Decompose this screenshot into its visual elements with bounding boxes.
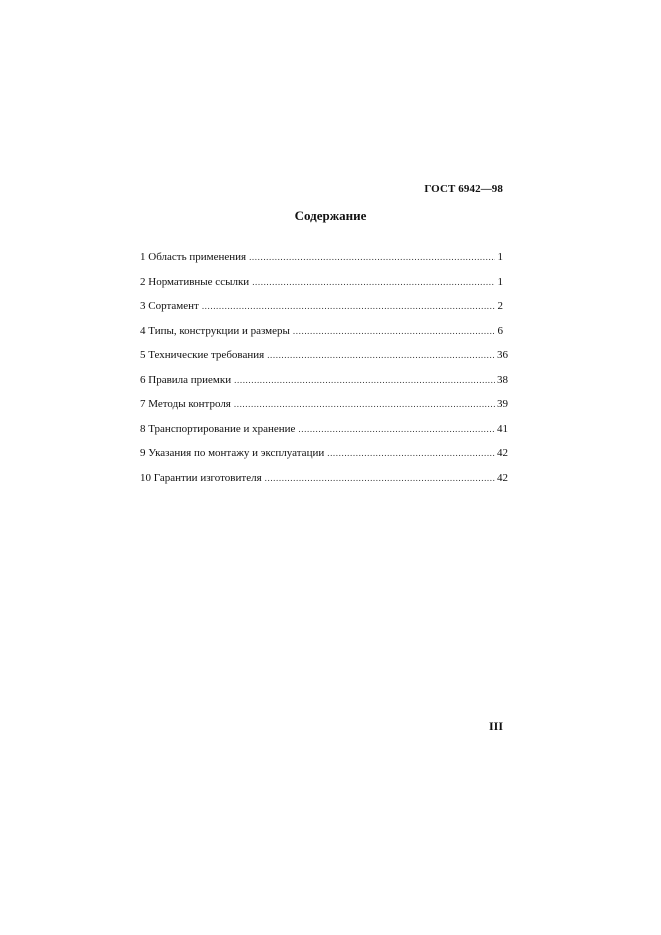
toc-entry-label: 4 Типы, конструкции и размеры [140, 324, 290, 337]
toc-entry-types-designs-dimensions[interactable] [140, 324, 503, 349]
page-number: III [488, 719, 503, 733]
toc-entry-test-methods[interactable] [140, 397, 508, 422]
dot-leader [293, 324, 495, 338]
toc-entry-page: 36 [497, 349, 508, 361]
toc-entry-acceptance-rules[interactable] [140, 373, 508, 398]
dot-leader [202, 299, 495, 313]
toc-entry-page: 1 [497, 275, 503, 288]
toc-entry-label: 2 Нормативные ссылки [140, 275, 250, 288]
toc-title: Содержание [294, 208, 367, 223]
toc-entry-transport-storage[interactable] [140, 422, 508, 447]
toc-entry-normative-references[interactable] [140, 275, 503, 300]
toc-entry-page: 42 [497, 471, 508, 484]
dot-leader [298, 422, 495, 436]
toc-entry-label: 7 Методы контроля [140, 398, 231, 410]
toc-entry-scope[interactable] [140, 250, 503, 275]
dot-leader [267, 348, 495, 362]
toc-entry-assortment[interactable] [140, 299, 503, 324]
toc-entry-label: 10 Гарантии изготовителя [140, 471, 262, 484]
toc-entry-label: 1 Область применения [140, 251, 247, 263]
toc-entry-label: 6 Правила приемки [140, 373, 232, 386]
toc-entry-page: 39 [497, 398, 508, 410]
toc-entry-page: 38 [497, 373, 508, 386]
toc-entry-label: 8 Транспортирование и хранение [140, 422, 296, 435]
dot-leader [327, 446, 495, 460]
toc-entry-page: 2 [497, 300, 503, 312]
toc-entry-installation-operation[interactable] [140, 446, 508, 471]
toc-entry-page: 41 [497, 422, 508, 435]
dot-leader [265, 471, 495, 485]
table-of-contents [140, 250, 508, 495]
dot-leader [252, 275, 495, 289]
toc-entry-technical-requirements[interactable] [140, 348, 508, 373]
dot-leader [234, 397, 495, 411]
document-code: ГОСТ 6942—98 [424, 183, 503, 195]
toc-entry-label: 5 Технические требования [140, 349, 265, 361]
toc-entry-page: 6 [497, 324, 503, 337]
dot-leader [234, 373, 495, 387]
toc-entry-manufacturer-warranty[interactable] [140, 471, 508, 496]
toc-entry-label: 3 Сортамент [140, 300, 199, 312]
toc-entry-page: 42 [497, 447, 508, 459]
toc-entry-label: 9 Указания по монтажу и эксплуатации [140, 447, 325, 459]
toc-entry-page: 1 [497, 251, 503, 263]
dot-leader [249, 250, 495, 264]
